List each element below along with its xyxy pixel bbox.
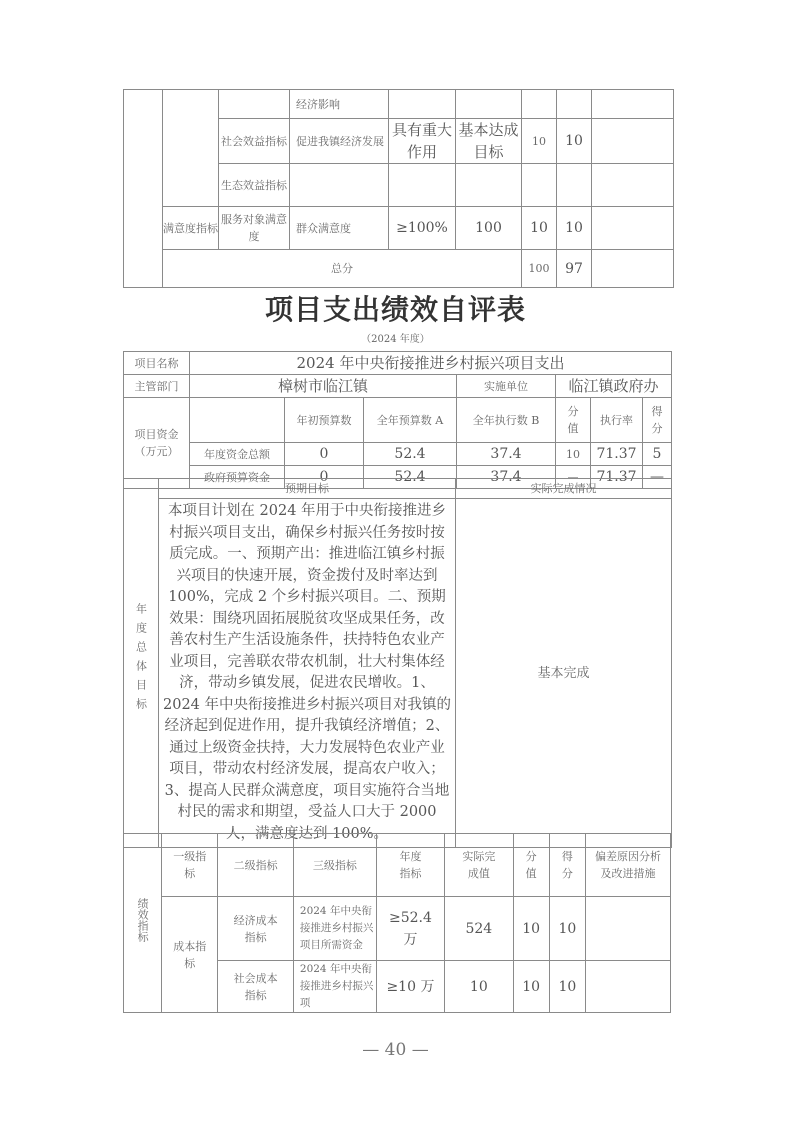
actual-value: 10: [445, 961, 513, 1013]
project-name-label: 项目名称: [124, 352, 190, 375]
weight: 10: [556, 443, 591, 466]
execution-rate: 71.37: [591, 443, 643, 466]
second-indicator: 社会效益指标: [219, 119, 290, 164]
total-weight: 100: [522, 250, 557, 288]
executed: 37.4: [457, 466, 556, 489]
third-indicator: 群众满意度: [290, 207, 389, 250]
funds-row-label: 年度资金总额: [190, 443, 285, 466]
funds-header: 全年预算数 A: [364, 398, 457, 443]
second-indicator: 生态效益指标: [219, 164, 290, 207]
project-info-table: [123, 351, 672, 489]
expected-label: 预期目标: [159, 479, 456, 499]
annual-target: ≥10 万: [376, 961, 444, 1013]
score: 10: [549, 961, 585, 1013]
third-indicator: 经济影响: [290, 90, 389, 119]
funds-header: 年初预算数: [285, 398, 364, 443]
perf-section-label: 绩效指标: [124, 834, 162, 1013]
impl-value: 临江镇政府办: [556, 375, 672, 398]
third-indicator: 2024 年中央衔接推进乡村振兴项目所需资金: [293, 897, 376, 961]
empty-cell: [219, 90, 290, 119]
weight: 10: [522, 207, 557, 250]
actual-value: 100: [456, 207, 522, 250]
empty-cell: [163, 90, 219, 207]
performance-indicator-table: [123, 833, 671, 1013]
third-indicator: 2024 年中央衔接推进乡村振兴项: [293, 961, 376, 1013]
weight: 10: [513, 961, 549, 1013]
actual-value: 基本达成目标: [456, 119, 522, 164]
funds-header: 执行率: [591, 398, 643, 443]
goal-section-label: 年度总体目标: [124, 479, 159, 848]
second-indicator: 社会成本指标: [218, 961, 294, 1013]
page-title: 项目支出绩效自评表: [264, 293, 526, 326]
annual-target: ≥52.4 万: [376, 897, 444, 961]
execution-rate: 71.37: [591, 466, 643, 489]
weight: 10: [513, 897, 549, 961]
report-year: （2024 年度）: [361, 334, 430, 345]
funds-header: 全年执行数 B: [457, 398, 556, 443]
dept-label: 主管部门: [124, 375, 190, 398]
initial-budget: 0: [285, 466, 364, 489]
score: 10: [557, 119, 592, 164]
annual-target: 具有重大作用: [389, 119, 456, 164]
first-indicator: 满意度指标: [163, 207, 219, 250]
perf-header: 年度指标: [376, 834, 444, 897]
total-score: 97: [557, 250, 592, 288]
funds-label: 项目资金（万元）: [124, 398, 190, 489]
funds-header: 分值: [556, 398, 591, 443]
project-name: 2024 年中央衔接推进乡村振兴项目支出: [190, 352, 672, 375]
expected-goal-text: 本项目计划在 2024 年用于中央衔接推进乡村振兴项目支出，确保乡村振兴任务按时按质完成。一、预期产出：推进临江镇乡村振兴项目的快速开展，资金拨付及时率达到100%，完成 2 个乡村振兴项目。二、预期效果：围绕巩固拓展脱贫攻坚成果任务，改善农村生产生活设施条件，扶持特色农业产业项目，完善联农带农机制，壮大村集体经济，带动乡镇发展，促进农民增收。1、2024 年中央衔接推进乡村振兴项目对我镇的经济起到促进作用，提升我镇经济增值；2、通过上级资金扶持，大力发展特色农业产业项目，带动农村经济发展，提高农户收入；3、提高人民群众满意度，项目实施符合当地村民的需求和期望，受益人口大于 2000 人，满意度达到 100%。: [159, 499, 456, 848]
annual-budget: 52.4: [364, 466, 457, 489]
score: —: [643, 466, 672, 489]
second-indicator: 经济成本指标: [218, 897, 294, 961]
weight: 10: [522, 119, 557, 164]
score: 10: [549, 897, 585, 961]
funds-row-label: 政府预算资金: [190, 466, 285, 489]
second-indicator: 服务对象满意度: [219, 207, 290, 250]
funds-header: 得分: [643, 398, 672, 443]
executed: 37.4: [457, 443, 556, 466]
empty-cell: [124, 90, 163, 288]
annual-goal-table: [123, 478, 672, 848]
perf-header: 实际完成值: [445, 834, 513, 897]
actual-completion-text: 基本完成: [456, 499, 672, 848]
annual-budget: 52.4: [364, 443, 457, 466]
weight: —: [556, 466, 591, 489]
initial-budget: 0: [285, 443, 364, 466]
first-indicator: 成本指标: [162, 897, 218, 1013]
third-indicator: 促进我镇经济发展: [290, 119, 389, 164]
actual-label: 实际完成情况: [456, 479, 672, 499]
annual-target: ≥100%: [389, 207, 456, 250]
perf-header: 偏差原因分析及改进措施: [586, 834, 671, 897]
perf-header: 三级指标: [293, 834, 376, 897]
continued-performance-table: [123, 89, 674, 288]
score: 10: [557, 207, 592, 250]
perf-header: 分值: [513, 834, 549, 897]
dept-value: 樟树市临江镇: [190, 375, 457, 398]
score: 5: [643, 443, 672, 466]
page-number: — 40 —: [362, 1040, 429, 1060]
total-label: 总分: [163, 250, 522, 288]
actual-value: 524: [445, 897, 513, 961]
perf-header: 得分: [549, 834, 585, 897]
perf-header: 一级指标: [162, 834, 218, 897]
perf-header: 二级指标: [218, 834, 294, 897]
impl-label: 实施单位: [457, 375, 556, 398]
